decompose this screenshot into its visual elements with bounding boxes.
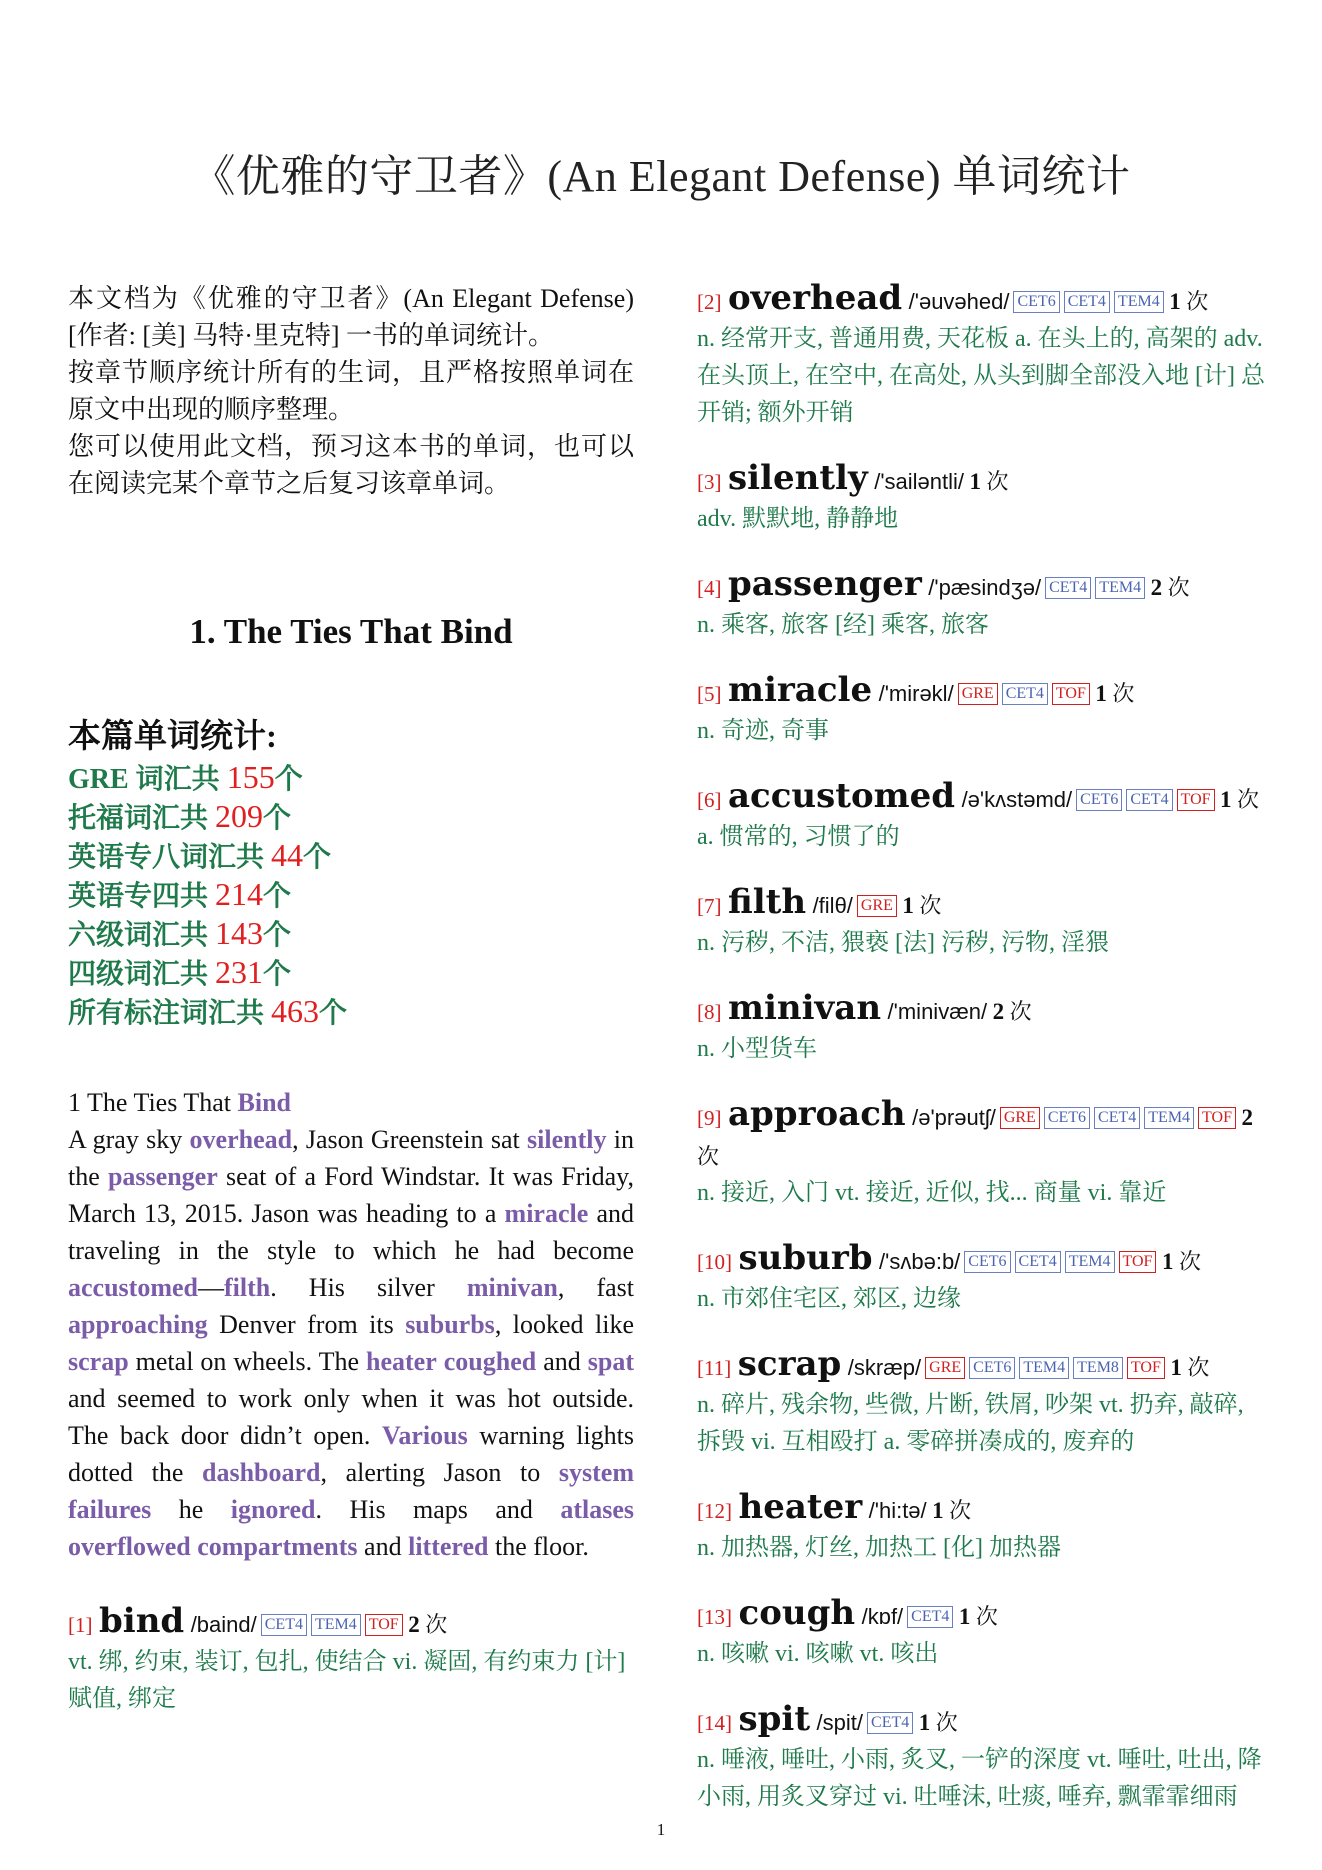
word-entry bbox=[697, 1096, 1269, 1212]
highlighted-word: failures bbox=[68, 1495, 152, 1524]
entry-phonetic: /baind/ bbox=[190, 1612, 257, 1637]
passage-text-run bbox=[437, 1347, 444, 1376]
stat-unit: 个 bbox=[263, 920, 292, 951]
word-entry bbox=[697, 1701, 1269, 1816]
entry-index: [4] bbox=[697, 576, 722, 600]
entry-count-number: 1 bbox=[918, 1710, 931, 1735]
entry-header bbox=[697, 280, 1269, 321]
highlighted-word: Various bbox=[382, 1421, 468, 1450]
exam-tag: TOF bbox=[1052, 683, 1090, 705]
entry-index: [7] bbox=[697, 894, 722, 918]
entry-phonetic: /'mirəkl/ bbox=[878, 681, 954, 706]
entry-count-unit: 次 bbox=[949, 1498, 972, 1523]
passage-text-run: 1 The Ties That bbox=[68, 1088, 238, 1117]
entry-word: accustomed bbox=[728, 776, 956, 816]
entry-count bbox=[897, 893, 942, 918]
word-entry bbox=[697, 1240, 1269, 1318]
highlighted-word: scrap bbox=[68, 1347, 129, 1376]
exam-tag: CET6 bbox=[1013, 291, 1059, 313]
entry-count-number: 1 bbox=[1095, 681, 1107, 706]
word-entry bbox=[697, 280, 1269, 432]
stat-unit: 个 bbox=[263, 959, 292, 990]
highlighted-word: miracle bbox=[504, 1199, 589, 1228]
entry-count-unit: 次 bbox=[1187, 1355, 1210, 1380]
entry-phonetic: /'hi:tə/ bbox=[868, 1498, 927, 1523]
entry-phonetic: /ə'prəutʃ/ bbox=[912, 1105, 996, 1130]
stat-count: 143 bbox=[215, 915, 264, 951]
entry-definition: n. 加热器, 灯丝, 加热工 [化] 加热器 bbox=[697, 1535, 1061, 1561]
entry-count-unit: 次 bbox=[425, 1612, 448, 1637]
exam-tag: TOF bbox=[1177, 789, 1215, 811]
entry-header bbox=[697, 1096, 1269, 1175]
stats-title: 本篇单词统计: bbox=[68, 719, 277, 755]
entry-phonetic: /ə'kʌstəmd/ bbox=[961, 787, 1073, 812]
entry-count-unit: 次 bbox=[1186, 289, 1209, 314]
entry-phonetic: /'sʌbə:b/ bbox=[879, 1249, 961, 1274]
highlighted-word: overhead bbox=[189, 1125, 293, 1154]
entry-count-unit: 次 bbox=[975, 1604, 998, 1629]
exam-tag: TEM4 bbox=[311, 1614, 361, 1636]
exam-tag: TEM4 bbox=[1065, 1251, 1115, 1273]
entry-phonetic: /spit/ bbox=[816, 1710, 864, 1735]
entry-header bbox=[697, 1595, 1269, 1636]
highlighted-word: dashboard bbox=[202, 1458, 321, 1487]
intro-paragraph: 本文档为《优雅的守卫者》(An Elegant Defense)[作者: [美] 马特·里克特] 一书的单词统计。 bbox=[68, 284, 634, 350]
passage-text bbox=[68, 1084, 634, 1565]
entry-index: [8] bbox=[697, 1000, 722, 1024]
entry-phonetic: /'minivæn/ bbox=[887, 999, 988, 1024]
passage-text-run: A gray sky bbox=[68, 1125, 190, 1154]
stat-label: 六级词汇共 bbox=[68, 920, 216, 951]
word-entry bbox=[697, 1595, 1269, 1673]
entry-header bbox=[697, 672, 1269, 713]
stat-row bbox=[68, 954, 634, 993]
passage-text-run: . His maps and bbox=[315, 1495, 561, 1524]
exam-tag: TOF bbox=[1119, 1251, 1157, 1273]
entry-index: [13] bbox=[697, 1605, 732, 1629]
entry-word: spit bbox=[738, 1699, 811, 1739]
stat-row bbox=[68, 915, 634, 954]
word-entry bbox=[697, 566, 1269, 644]
stats-list bbox=[68, 759, 634, 1032]
word-entry bbox=[697, 884, 1269, 962]
stat-label: 四级词汇共 bbox=[68, 959, 216, 990]
exam-tag: TEM4 bbox=[1019, 1357, 1069, 1379]
highlighted-word: littered bbox=[408, 1532, 489, 1561]
entry-count-number: 2 bbox=[408, 1612, 420, 1637]
passage-text-run: in the bbox=[68, 1125, 634, 1191]
stat-row bbox=[68, 876, 634, 915]
entry-header bbox=[697, 778, 1269, 819]
page-number: 1 bbox=[656, 1820, 666, 1839]
entry-index: [14] bbox=[697, 1711, 732, 1735]
highlighted-word: coughed bbox=[443, 1347, 537, 1376]
word-entry bbox=[697, 672, 1269, 750]
exam-tag: TEM4 bbox=[1114, 291, 1164, 313]
exam-tag: CET4 bbox=[907, 1606, 953, 1628]
exam-tag: CET4 bbox=[261, 1614, 307, 1636]
passage-text-run: , fast bbox=[557, 1273, 634, 1302]
stat-label: 英语专八词汇共 bbox=[68, 842, 272, 873]
entry-count-unit: 次 bbox=[986, 469, 1009, 494]
entry-word: miracle bbox=[728, 670, 873, 710]
entry-definition: n. 奇迹, 奇事 bbox=[697, 718, 829, 744]
entry-index: [11] bbox=[697, 1356, 732, 1380]
entry-definition: n. 碎片, 残余物, 些微, 片断, 铁屑, 吵架 vt. 扔弃, 敲碎, 拆毁 vi. 互相殴打 a. 零碎拼凑成的, 废弃的 bbox=[697, 1392, 1244, 1455]
passage-text-run: and traveling in the style to which he had become bbox=[68, 1199, 634, 1265]
entry-header bbox=[697, 1240, 1269, 1281]
passage-text-run: and bbox=[357, 1532, 409, 1561]
word-entry bbox=[697, 990, 1269, 1068]
entry-definition: n. 市郊住宅区, 郊区, 边缘 bbox=[697, 1286, 961, 1312]
exam-tag: CET4 bbox=[1126, 789, 1172, 811]
passage-text-run: Denver from its bbox=[207, 1310, 406, 1339]
highlighted-word: filth bbox=[223, 1273, 271, 1302]
highlighted-word: minivan bbox=[466, 1273, 558, 1302]
left-entry-list bbox=[68, 1603, 634, 1718]
passage-text-run: , looked like bbox=[494, 1310, 634, 1339]
passage-text-run: warning lights dotted the bbox=[68, 1421, 634, 1487]
exam-tag: CET4 bbox=[1045, 577, 1091, 599]
entry-count bbox=[1164, 289, 1209, 314]
entry-count-number: 1 bbox=[1169, 289, 1181, 314]
exam-tag: CET4 bbox=[1094, 1107, 1140, 1129]
exam-tag: CET6 bbox=[969, 1357, 1015, 1379]
entry-count bbox=[1090, 681, 1135, 706]
entry-definition: n. 小型货车 bbox=[697, 1036, 817, 1062]
stat-row bbox=[68, 837, 634, 876]
entry-count bbox=[1215, 787, 1260, 812]
entry-count-unit: 次 bbox=[919, 893, 942, 918]
exam-tag: TEM4 bbox=[1095, 577, 1145, 599]
entry-count-number: 1 bbox=[932, 1498, 944, 1523]
stat-unit: 个 bbox=[263, 803, 292, 834]
entry-count-unit: 次 bbox=[1178, 1249, 1201, 1274]
entry-header bbox=[697, 990, 1269, 1031]
entry-index: [10] bbox=[697, 1250, 732, 1274]
exam-tag: GRE bbox=[925, 1357, 965, 1379]
entry-word: silently bbox=[728, 458, 868, 498]
highlighted-word: atlases bbox=[560, 1495, 634, 1524]
exam-tag: GRE bbox=[1000, 1107, 1040, 1129]
exam-tag: TOF bbox=[1127, 1357, 1165, 1379]
entry-count bbox=[1156, 1249, 1201, 1274]
stat-label: 托福词汇共 bbox=[68, 803, 216, 834]
stat-row bbox=[68, 759, 634, 798]
word-entry bbox=[697, 778, 1269, 856]
stat-unit: 个 bbox=[263, 881, 292, 912]
entry-count-number: 1 bbox=[1170, 1355, 1182, 1380]
entry-definition: a. 惯常的, 习惯了的 bbox=[697, 824, 900, 850]
entry-index: [9] bbox=[697, 1106, 722, 1130]
highlighted-word: silently bbox=[527, 1125, 607, 1154]
passage-text-run: , alerting Jason to bbox=[320, 1458, 559, 1487]
word-entry bbox=[697, 460, 1269, 538]
highlighted-word: heater bbox=[366, 1347, 437, 1376]
entry-count-number: 1 bbox=[958, 1604, 971, 1629]
entry-count bbox=[953, 1604, 998, 1629]
entry-word: passenger bbox=[728, 564, 922, 604]
stat-label: GRE 词汇共 bbox=[68, 764, 227, 795]
entry-count bbox=[913, 1710, 958, 1735]
highlighted-word: approaching bbox=[68, 1310, 208, 1339]
entry-count-unit: 次 bbox=[1112, 681, 1135, 706]
stat-unit: 个 bbox=[319, 998, 348, 1029]
passage-text-run: — bbox=[197, 1273, 224, 1302]
entry-index: [3] bbox=[697, 470, 722, 494]
entry-count bbox=[927, 1498, 972, 1523]
entry-definition: n. 经常开支, 普通用费, 天花板 a. 在头上的, 高架的 adv. 在头顶上, 在空中, 在高处, 从头到脚全部没入地 [计] 总开销; 额外开销 bbox=[697, 326, 1265, 426]
word-entry bbox=[697, 1346, 1269, 1461]
stat-unit: 个 bbox=[274, 764, 303, 795]
passage-text-run: . His silver bbox=[270, 1273, 467, 1302]
entry-phonetic: /'sailəntli/ bbox=[874, 469, 964, 494]
entry-index: [1] bbox=[68, 1613, 93, 1637]
highlighted-word: Bind bbox=[237, 1088, 292, 1117]
entry-count-number: 1 bbox=[1220, 787, 1232, 812]
entry-index: [5] bbox=[697, 682, 722, 706]
highlighted-word: compartments bbox=[197, 1532, 358, 1561]
entry-header bbox=[697, 566, 1269, 607]
entry-count bbox=[1165, 1355, 1210, 1380]
entry-count-unit: 次 bbox=[1237, 787, 1260, 812]
highlighted-word: ignored bbox=[230, 1495, 316, 1524]
intro-paragraph: 按章节顺序统计所有的生词，且严格按照单词在原文中出现的顺序整理。 bbox=[68, 358, 634, 424]
entry-word: heater bbox=[738, 1487, 863, 1527]
entry-count-unit: 次 bbox=[697, 1144, 720, 1169]
stat-row bbox=[68, 993, 634, 1032]
passage-text-run: , Jason Greenstein sat bbox=[292, 1125, 528, 1154]
entry-count-number: 1 bbox=[1161, 1249, 1174, 1274]
exam-tag: TEM8 bbox=[1073, 1357, 1123, 1379]
entry-count-number: 2 bbox=[1150, 575, 1163, 600]
highlighted-word: spat bbox=[587, 1347, 635, 1376]
intro-text bbox=[68, 280, 634, 502]
entry-definition: n. 乘客, 旅客 [经] 乘客, 旅客 bbox=[697, 612, 989, 638]
stat-count: 209 bbox=[215, 798, 264, 834]
word-entry bbox=[697, 1489, 1269, 1567]
entry-count bbox=[964, 469, 1009, 494]
intro-paragraph: 您可以使用此文档，预习这本书的单词，也可以在阅读完某个章节之后复习该章单词。 bbox=[68, 432, 634, 498]
highlighted-word: system bbox=[558, 1458, 634, 1487]
entry-header bbox=[697, 1701, 1269, 1742]
entry-header bbox=[697, 1489, 1269, 1530]
entry-word: suburb bbox=[738, 1238, 873, 1278]
passage-text-run: the floor. bbox=[488, 1532, 589, 1561]
entry-word: minivan bbox=[728, 988, 882, 1028]
highlighted-word: overflowed bbox=[68, 1532, 191, 1561]
entry-phonetic: /'əuvəhed/ bbox=[908, 289, 1010, 314]
stat-count: 463 bbox=[271, 993, 320, 1029]
entry-index: [12] bbox=[697, 1499, 732, 1523]
chapter-title: 1. The Ties That Bind bbox=[189, 612, 513, 651]
passage-text-run: seat of a Ford Windstar. It was Friday, March 13, 2015. Jason was heading to a bbox=[68, 1162, 634, 1228]
entry-definition: n. 污秽, 不洁, 猥亵 [法] 污秽, 污物, 淫猥 bbox=[697, 930, 1109, 956]
exam-tag: CET4 bbox=[867, 1712, 913, 1734]
exam-tag: CET4 bbox=[1015, 1251, 1061, 1273]
entry-header bbox=[697, 460, 1269, 501]
entry-count-number: 2 bbox=[992, 999, 1005, 1024]
stat-count: 44 bbox=[271, 837, 304, 873]
entry-phonetic: /kɒf/ bbox=[861, 1604, 904, 1629]
exam-tag: TOF bbox=[365, 1614, 403, 1636]
left-column bbox=[68, 280, 634, 1746]
entry-phonetic: /'pæsindʒə/ bbox=[928, 575, 1042, 600]
stat-count: 231 bbox=[215, 954, 264, 990]
entry-count-number: 1 bbox=[969, 469, 981, 494]
passage-text-run: metal on wheels. The bbox=[128, 1347, 367, 1376]
entry-word: overhead bbox=[728, 278, 903, 318]
exam-tag: CET6 bbox=[964, 1251, 1010, 1273]
passage-text-run: he bbox=[151, 1495, 231, 1524]
exam-tag: GRE bbox=[857, 895, 897, 917]
highlighted-word: suburbs bbox=[405, 1310, 495, 1339]
stat-label: 英语专四共 bbox=[68, 881, 216, 912]
entry-count-number: 1 bbox=[902, 893, 914, 918]
entry-header bbox=[697, 884, 1269, 925]
entry-count-unit: 次 bbox=[1009, 999, 1032, 1024]
entry-index: [2] bbox=[697, 290, 722, 314]
entry-definition: n. 唾液, 唾吐, 小雨, 炙叉, 一铲的深度 vt. 唾吐, 吐出, 降小雨, 用炙叉穿过 vi. 吐唾沫, 吐痰, 唾弃, 飘霏霏细雨 bbox=[697, 1747, 1262, 1810]
entry-definition: adv. 默默地, 静静地 bbox=[697, 506, 899, 532]
entry-word: approach bbox=[728, 1094, 906, 1134]
passage-text-run: and bbox=[536, 1347, 588, 1376]
passage-text-run: and seemed to work only when it was hot outside. The back door didn’t open. bbox=[68, 1384, 634, 1450]
entry-phonetic: /skræp/ bbox=[847, 1355, 922, 1380]
entry-definition: n. 接近, 入门 vt. 接近, 近似, 找... 商量 vi. 靠近 bbox=[697, 1180, 1167, 1206]
exam-tag: CET4 bbox=[1064, 291, 1110, 313]
entry-word: bind bbox=[99, 1601, 185, 1641]
highlighted-word: accustomed bbox=[68, 1273, 198, 1302]
entry-definition: vt. 绑, 约束, 装订, 包扎, 使结合 vi. 凝固, 有约束力 [计] 赋值, 绑定 bbox=[68, 1649, 626, 1712]
entry-definition: n. 咳嗽 vi. 咳嗽 vt. 咳出 bbox=[697, 1641, 939, 1667]
stat-label: 所有标注词汇共 bbox=[68, 998, 272, 1029]
entry-header bbox=[68, 1603, 634, 1644]
entry-count-unit: 次 bbox=[935, 1710, 958, 1735]
entry-word: cough bbox=[738, 1593, 856, 1633]
exam-tag: CET4 bbox=[1002, 683, 1048, 705]
exam-tag: TOF bbox=[1198, 1107, 1236, 1129]
exam-tag: GRE bbox=[958, 683, 998, 705]
document-title: 《优雅的守卫者》(An Elegant Defense) 单词统计 bbox=[191, 152, 1131, 201]
right-column bbox=[697, 280, 1269, 1844]
entry-count-unit: 次 bbox=[1167, 575, 1190, 600]
entry-count bbox=[1145, 575, 1190, 600]
exam-tag: CET6 bbox=[1076, 789, 1122, 811]
exam-tag: CET6 bbox=[1044, 1107, 1090, 1129]
entry-count-number: 2 bbox=[1241, 1105, 1253, 1130]
entry-word: filth bbox=[728, 882, 807, 922]
entry-index: [6] bbox=[697, 788, 722, 812]
entry-header bbox=[697, 1346, 1269, 1387]
entry-phonetic: /filθ/ bbox=[812, 893, 853, 918]
exam-tag: TEM4 bbox=[1144, 1107, 1194, 1129]
stat-unit: 个 bbox=[303, 842, 332, 873]
entry-count bbox=[987, 999, 1032, 1024]
word-entry bbox=[68, 1603, 634, 1718]
stat-count: 155 bbox=[226, 759, 275, 795]
stat-row bbox=[68, 798, 634, 837]
entry-word: scrap bbox=[737, 1344, 842, 1384]
highlighted-word: passenger bbox=[107, 1162, 218, 1191]
entry-count bbox=[403, 1612, 448, 1637]
stat-count: 214 bbox=[215, 876, 264, 912]
